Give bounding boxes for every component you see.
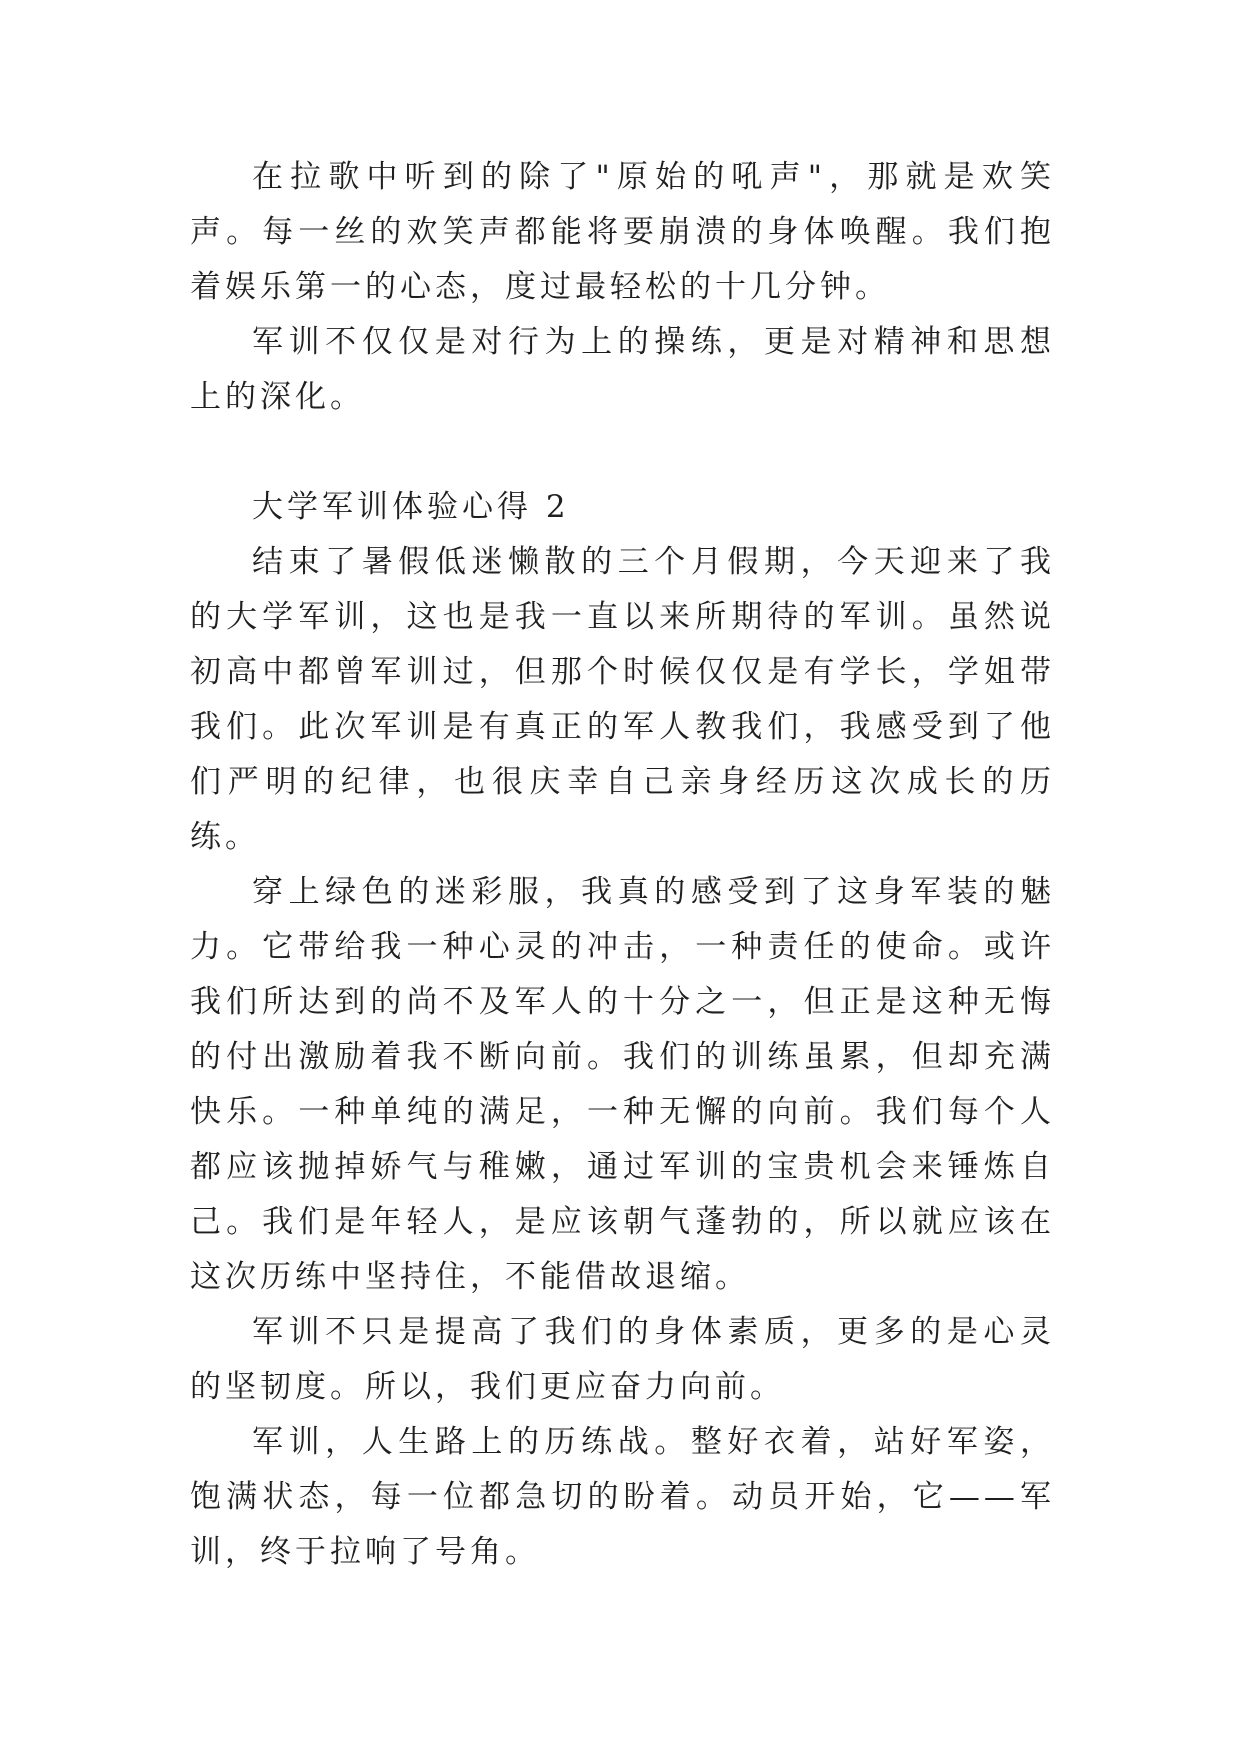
- section-spacer: [190, 425, 1055, 480]
- paragraph: 在拉歌中听到的除了"原始的吼声"，那就是欢笑声。每一丝的欢笑声都能将要崩溃的身体唤醒。我们抱着娱乐第一的心态，度过最轻松的十几分钟。: [190, 159, 1055, 305]
- paragraph: 军训不只是提高了我们的身体素质，更多的是心灵的坚韧度。所以，我们更应奋力向前。: [190, 1314, 1055, 1405]
- paragraph: 军训，人生路上的历练战。整好衣着，站好军姿，饱满状态，每一位都急切的盼着。动员开始，它——军训，终于拉响了号角。: [190, 1424, 1055, 1570]
- document-body: [190, 150, 1055, 1580]
- paragraph: 穿上绿色的迷彩服，我真的感受到了这身军装的魅力。它带给我一种心灵的冲击，一种责任的使命。或许我们所达到的尚不及军人的十分之一，但正是这种无悔的付出激励着我不断向前。我们的训练虽累，但却充满快乐。一种单纯的满足，一种无懈的向前。我们每个人都应该抛掉娇气与稚嫩，通过军训的宝贵机会来锤炼自己。我们是年轻人，是应该朝气蓬勃的，所以就应该在这次历练中坚持住，不能借故退缩。: [190, 874, 1055, 1295]
- section-heading: 大学军训体验心得 2: [252, 489, 570, 525]
- paragraph: 军训不仅仅是对行为上的操练，更是对精神和思想上的深化。: [190, 324, 1055, 415]
- paragraph: 结束了暑假低迷懒散的三个月假期，今天迎来了我的大学军训，这也是我一直以来所期待的军训。虽然说初高中都曾军训过，但那个时候仅仅是有学长，学姐带我们。此次军训是有真正的军人教我们，我感受到了他们严明的纪律，也很庆幸自己亲身经历这次成长的历练。: [190, 544, 1055, 855]
